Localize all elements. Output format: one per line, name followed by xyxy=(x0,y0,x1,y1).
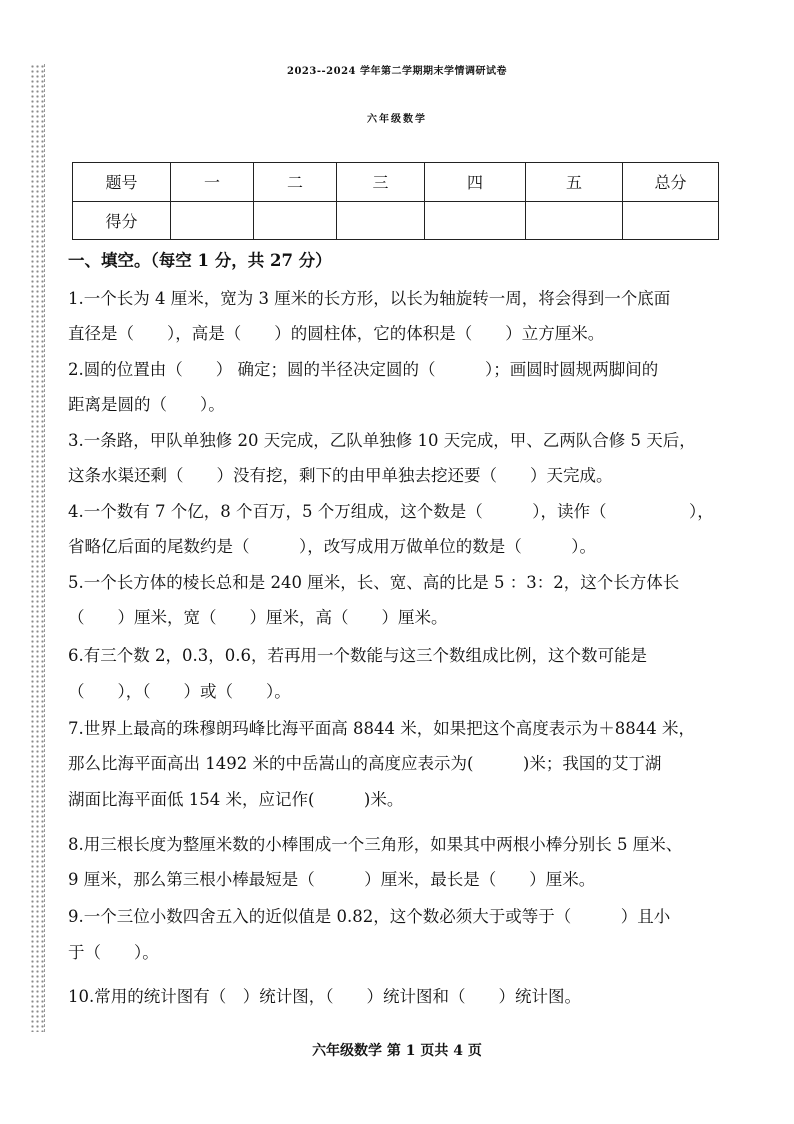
question-line: 于（ ）。 xyxy=(68,943,159,962)
page-footer: 六年级数学 第 1 页共 4 页 xyxy=(312,1043,482,1059)
question-line: 4.一个数有 7 个亿，8 个百万，5 个万组成，这个数是（ ），读作（ ）， xyxy=(68,502,714,521)
question-line: 这条水渠还剩（ ）没有挖，剩下的由甲单独去挖还要（ ）天完成。 xyxy=(68,466,613,485)
question-line: 9.一个三位小数四舍五入的近似值是 0.82，这个数必须大于或等于（ ）且小 xyxy=(68,907,671,926)
question-line: （ ）厘米，宽（ ）厘米，高（ ）厘米。 xyxy=(68,608,448,627)
score-blank-total xyxy=(623,201,719,240)
score-table-score-row xyxy=(73,201,719,240)
exam-title: 2023--2024 学年第二学期期末学情调研试卷 xyxy=(287,66,507,77)
score-blank-q1 xyxy=(171,201,254,240)
score-cell-q3: 三 xyxy=(337,163,425,202)
score-blank-q3 xyxy=(337,201,425,240)
exam-subtitle: 六年级数学 xyxy=(367,114,427,125)
question-line: 5.一个长方体的棱长总和是 240 厘米，长、宽、高的比是 5 ：3：2，这个长方体长 xyxy=(68,573,680,592)
score-blank-q4 xyxy=(425,201,526,240)
score-cell-q5: 五 xyxy=(526,163,623,202)
question-line: 10.常用的统计图有（ ）统计图，（ ）统计图和（ ）统计图。 xyxy=(68,987,581,1006)
binding-margin xyxy=(30,64,45,1032)
question-line: 9 厘米，那么第三根小棒最短是（ ）厘米，最长是（ ）厘米。 xyxy=(68,870,596,889)
question-line: 6.有三个数 2，0.3，0.6，若再用一个数能与这三个数组成比例，这个数可能是 xyxy=(68,646,647,665)
question-line: 1.一个长为 4 厘米，宽为 3 厘米的长方形，以长为轴旋转一周，将会得到一个底面 xyxy=(68,289,671,308)
score-cell-total: 总分 xyxy=(623,163,719,202)
question-line: 距离是圆的（ ）。 xyxy=(68,395,225,414)
score-cell-q4: 四 xyxy=(425,163,526,202)
score-table-header-row xyxy=(73,163,719,202)
question-line: 2.圆的位置由（ ） 确定；圆的半径决定圆的（ ）；画圆时圆规两脚间的 xyxy=(68,360,659,379)
score-blank-q5 xyxy=(526,201,623,240)
question-line: 那么比海平面高出 1492 米的中岳嵩山的高度应表示为( )米；我国的艾丁湖 xyxy=(68,754,662,773)
question-line: （ ），（ ）或（ ）。 xyxy=(68,682,291,701)
question-line: 湖面比海平面低 154 米，应记作( )米。 xyxy=(68,790,404,809)
question-line: 8.用三根长度为整厘米数的小棒围成一个三角形，如果其中两根小棒分别长 5 厘米、 xyxy=(68,835,683,854)
question-line: 3.一条路，甲队单独修 20 天完成，乙队单独修 10 天完成，甲、乙两队合修 5 天后， xyxy=(68,431,696,450)
question-line: 省略亿后面的尾数约是（ ），改写成用万做单位的数是（ ）。 xyxy=(68,537,596,556)
score-cell-label: 题号 xyxy=(73,163,171,202)
question-line: 7.世界上最高的珠穆朗玛峰比海平面高 8844 米，如果把这个高度表示为＋8844 米， xyxy=(68,719,695,738)
score-blank-q2 xyxy=(254,201,337,240)
score-cell-score-label: 得分 xyxy=(73,201,171,240)
score-cell-q1: 一 xyxy=(171,163,254,202)
question-line: 直径是（ ），高是（ ）的圆柱体，它的体积是（ ）立方厘米。 xyxy=(68,324,605,343)
section-heading: 一、填空。（每空 1 分，共 27 分） xyxy=(68,251,332,270)
score-table xyxy=(72,162,719,240)
score-cell-q2: 二 xyxy=(254,163,337,202)
